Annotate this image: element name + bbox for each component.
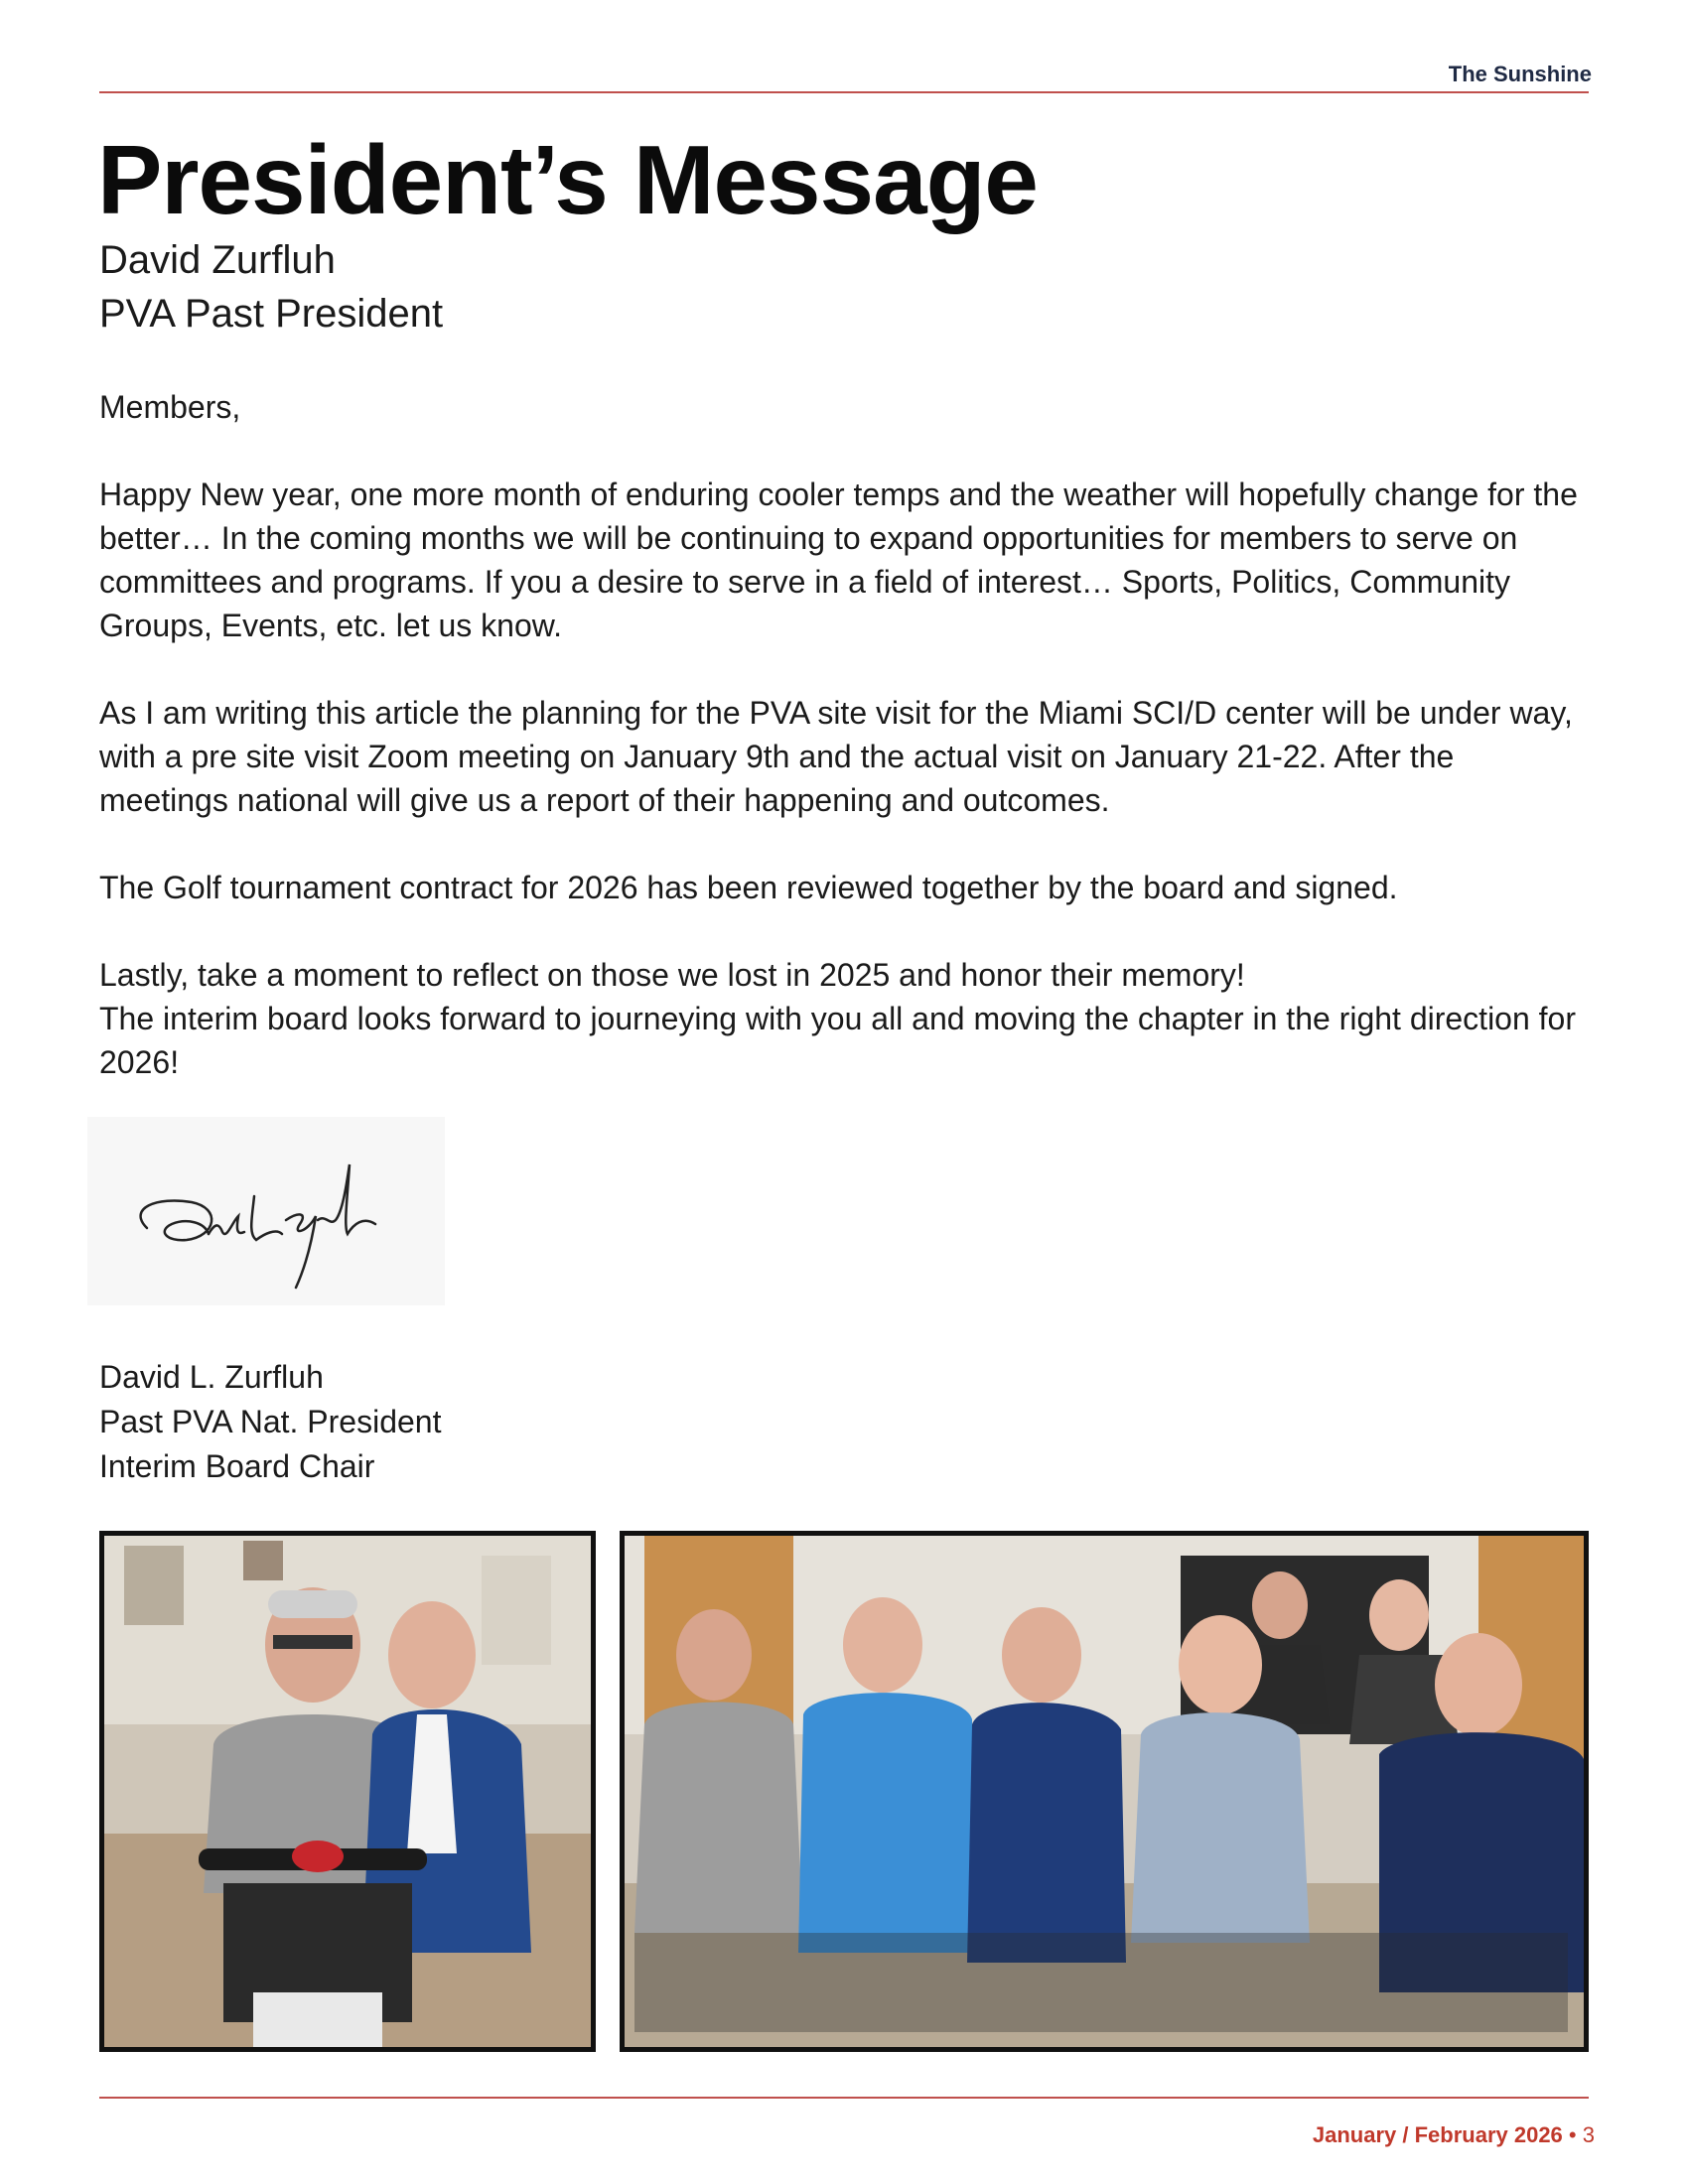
signoff-title-1: Past PVA Nat. President (99, 1404, 442, 1439)
author-name: David Zurfluh (99, 238, 336, 282)
byline (99, 233, 443, 341)
issue-date: January / February 2026 (1312, 2122, 1563, 2147)
footer-separator: • (1568, 2122, 1577, 2147)
page-number: 3 (1582, 2122, 1595, 2147)
author-role: PVA Past President (99, 292, 444, 336)
paragraph-4: Lastly, take a moment to reflect on those we lost in 2025 and honor their memory! (99, 957, 1245, 993)
signoff-name: David L. Zurfluh (99, 1359, 324, 1395)
signoff-title-2: Interim Board Chair (99, 1448, 375, 1484)
paragraph-2: As I am writing this article the planning for the PVA site visit for the Miami SCI/D center will be under way, with a pre site visit Zoom meeting on January 9th and the actual visit on January 21-22. After the meetings national will give us a report of their happening and outcomes. (99, 695, 1573, 818)
page-title: President’s Message (97, 125, 1038, 234)
publication-name: The Sunshine (1448, 62, 1592, 86)
article-body (99, 385, 1589, 1128)
signoff-block (99, 1355, 441, 1489)
paragraph-5: The interim board looks forward to journeying with you all and moving the chapter in the right direction for 2026! (99, 1001, 1576, 1080)
photo-group (620, 1531, 1589, 2052)
page-footer (1313, 2122, 1595, 2148)
header-divider (99, 91, 1589, 93)
footer-divider (99, 2097, 1589, 2099)
salutation: Members, (99, 389, 241, 425)
photo-two-men (99, 1531, 596, 2052)
signature-icon (87, 1117, 445, 1305)
paragraph-3: The Golf tournament contract for 2026 has been reviewed together by the board and signed. (99, 870, 1398, 905)
paragraph-1: Happy New year, one more month of enduring cooler temps and the weather will hopefully change for the better… In the coming months we will be continuing to expand opportunities for members to serve on committees and programs. If you a desire to serve in a field of interest… Sports, Politics, Community Groups, Events, etc. let us know. (99, 477, 1578, 643)
